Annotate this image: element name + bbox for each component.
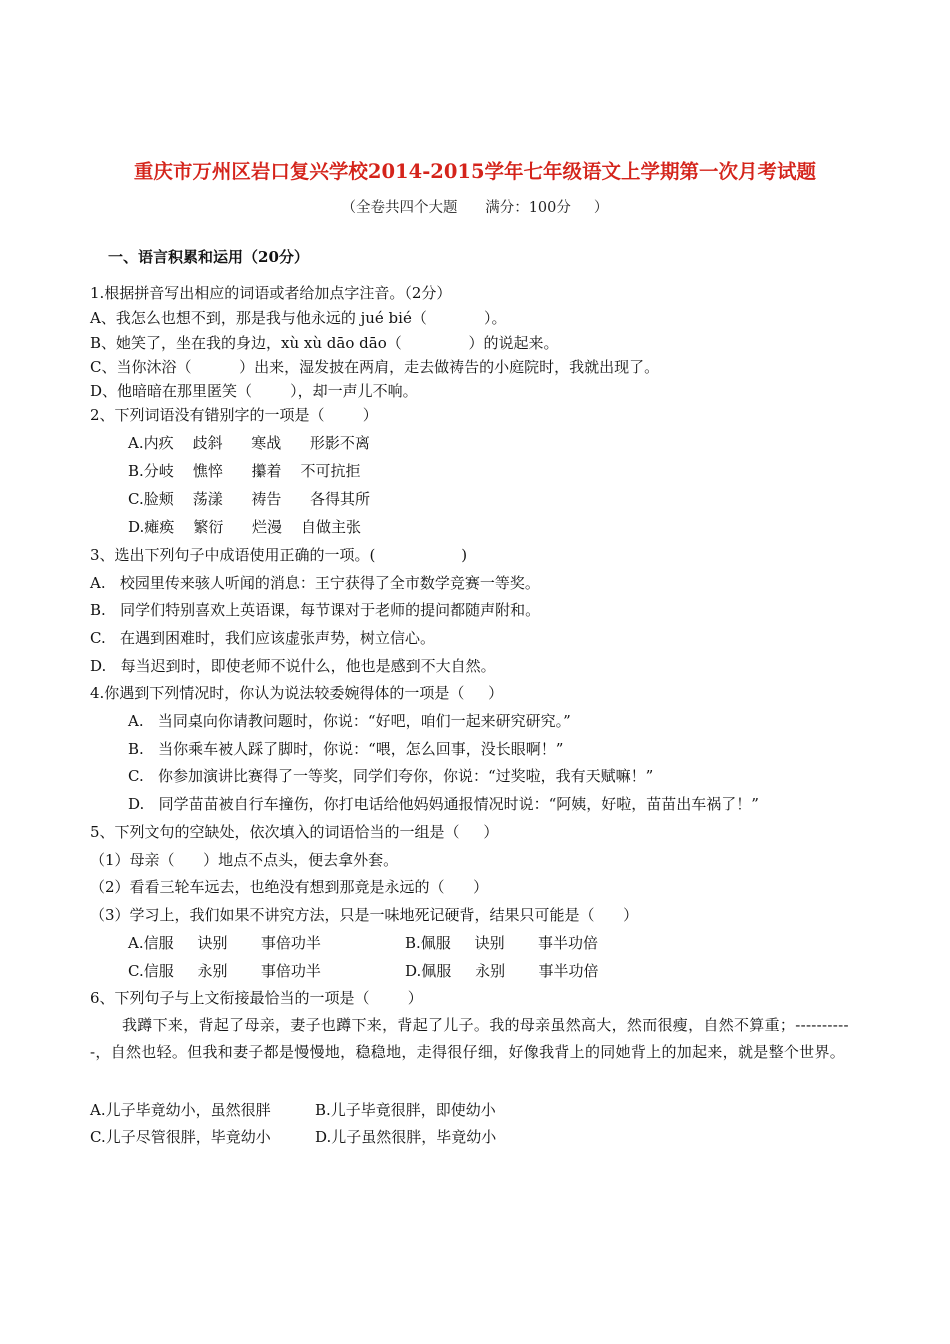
q4-option-d: D. 同学苗苗被自行车撞伤，你打电话给他妈妈通报情况时说：“阿姨，好啦，苗苗出车祸了！”	[128, 795, 759, 813]
q5-sentence-1: （1）母亲（ ）地点不点头，便去拿外套。	[90, 851, 399, 869]
q4-stem: 4.你遇到下列情况时，你认为说法较委婉得体的一项是（ ）	[90, 684, 504, 702]
q5-sentence-2: （2）看看三轮车远去，也绝没有想到那竟是永远的（ ）	[90, 878, 489, 896]
q3-option-d: D. 每当迟到时，即使老师不说什么，他也是感到不大自然。	[90, 657, 496, 675]
q2-stem: 2、下列词语没有错别字的一项是（ ）	[90, 406, 378, 424]
q6-passage: 我蹲下来，背起了母亲，妻子也蹲下来，背起了儿子。我的母亲虽然高大，然而很瘦，自然不算重；-----------，自然也轻。但我和妻子都是慢慢地，稳稳地，走得很仔细，好像我背上的同她背上的加起来，就是整个世界。	[90, 1016, 849, 1061]
q4-option-a: A. 当同桌向你请教问题时，你说：“好吧，咱们一起来研究研究。”	[128, 712, 571, 730]
q5-option-d: D.佩服 永别 事半功倍	[405, 962, 599, 980]
section-heading: 一、语言积累和运用（20分）	[108, 248, 309, 266]
q4-option-b: B. 当你乘车被人踩了脚时，你说：“喂，怎么回事，没长眼啊！”	[128, 740, 564, 758]
q2-option-a: A.内疚 歧斜 寒战 形影不离	[128, 434, 370, 452]
q1-option-c: C、当你沐浴（ ）出来，湿发披在两肩，走去做祷告的小庭院时，我就出现了。	[90, 358, 660, 376]
q5-stem: 5、下列文句的空缺处，依次填入的词语恰当的一组是（ ）	[90, 823, 499, 841]
q1-stem: 1.根据拼音写出相应的词语或者给加点字注音。（2分）	[90, 284, 452, 302]
q5-option-b: B.佩服 诀别 事半功倍	[405, 934, 599, 952]
q2-option-c: C.脸颊 荡漾 祷告 各得其所	[128, 490, 371, 508]
q5-sentence-3: （3）学习上，我们如果不讲究方法，只是一味地死记硬背，结果只可能是（ ）	[90, 906, 639, 924]
q6-stem: 6、下列句子与上文衔接最恰当的一项是（ ）	[90, 989, 423, 1007]
q1-option-d: D、他暗暗在那里匿笑（ ），却一声儿不响。	[90, 382, 418, 400]
q6-option-a: A.儿子毕竟幼小，虽然很胖	[90, 1101, 271, 1119]
q2-option-b: B.分岐 憔悴 攥着 不可抗拒	[128, 462, 361, 480]
q6-option-d: D.儿子虽然很胖，毕竟幼小	[315, 1128, 497, 1146]
q5-option-a: A.信服 诀别 事倍功半	[128, 934, 321, 952]
q3-option-c: C. 在遇到困难时，我们应该虚张声势，树立信心。	[90, 629, 436, 647]
q4-option-c: C. 你参加演讲比赛得了一等奖，同学们夸你，你说：“过奖啦，我有天赋嘛！”	[128, 767, 654, 785]
q1-option-a: A、我怎么也想不到，那是我与他永远的 jué bié（ ）。	[90, 309, 507, 327]
q5-option-c: C.信服 永别 事倍功半	[128, 962, 321, 980]
q3-option-b: B. 同学们特别喜欢上英语课，每节课对于老师的提问都随声附和。	[90, 601, 541, 619]
q1-option-b: B、她笑了，坐在我的身边，xù xù dāo dāo（ ）的说起来。	[90, 334, 559, 352]
exam-title: 重庆市万州区岩口复兴学校2014-2015学年七年级语文上学期第一次月考试题	[133, 160, 817, 183]
q6-option-c: C.儿子尽管很胖，毕竟幼小	[90, 1128, 271, 1146]
q6-option-b: B.儿子毕竟很胖，即使幼小	[315, 1101, 496, 1119]
q3-option-a: A. 校园里传来骇人听闻的消息：王宁获得了全市数学竞赛一等奖。	[90, 574, 540, 592]
exam-subtitle: （全卷共四个大题 满分：100分 ）	[341, 200, 609, 216]
q3-stem: 3、选出下列句子中成语使用正确的一项。( )	[90, 546, 468, 564]
q2-option-d: D.瘫痪 繁衍 烂漫 自做主张	[128, 518, 362, 536]
